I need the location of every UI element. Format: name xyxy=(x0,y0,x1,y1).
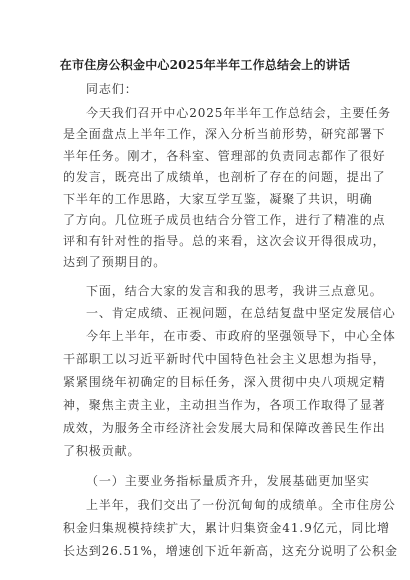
paragraph-line: 下面，结合大家的发言和我的思考，我讲三点意见。 xyxy=(86,284,383,298)
paragraph-line: 成效，为服务全市经济社会发展大局和保障改善民生作出 xyxy=(63,421,386,435)
paragraph-line: 积金归集规模持续扩大，累计归集资金41.9亿元，同比增 xyxy=(63,521,391,535)
section-heading: 一、肯定成绩、正视问题，在总结复盘中坚定发展信心 xyxy=(86,306,396,320)
document-title: 在市住房公积金中心2025年半年工作总结会上的讲话 xyxy=(59,58,351,72)
paragraph-line: 长达到26.51%，增速创下近年新高，这充分说明了公积金 xyxy=(63,544,398,558)
paragraph-line: 神，聚焦主责主业，主动担当作为，各项工作取得了显著 xyxy=(63,398,386,412)
paragraph-line: 评和有针对性的指导。总的来看，这次会议开得很成功， xyxy=(63,234,386,248)
paragraph-line: 半年任务。刚才，各科室、管理部的负责同志都作了很好 xyxy=(63,149,386,163)
paragraph-line: 达到了预期目的。 xyxy=(63,255,167,269)
salutation: 同志们： xyxy=(86,82,138,96)
paragraph-line: 今年上半年，在市委、市政府的坚强领导下，中心全体 xyxy=(86,329,396,343)
paragraph-line: 干部职工以习近平新时代中国特色社会主义思想为指导， xyxy=(63,352,386,366)
paragraph-line: 的发言，既亮出了成绩单，也剖析了存在的问题，提出了 xyxy=(63,170,386,184)
paragraph-line: 今天我们召开中心2025年半年工作总结会，主要任务 xyxy=(86,106,392,120)
paragraph-line: 上半年，我们交出了一份沉甸甸的成绩单。全市住房公 xyxy=(86,498,396,512)
paragraph-line: 紧紧围绕年初确定的目标任务，深入贯彻中央八项规定精 xyxy=(63,375,386,389)
paragraph-line: 是全面盘点上半年工作，深入分析当前形势，研究部署下 xyxy=(63,127,386,141)
paragraph-line: 下半年的工作思路，大家互学互鉴，凝聚了共识，明确 xyxy=(63,192,373,206)
subsection-heading: （一）主要业务指标量质齐升，发展基础更加坚实 xyxy=(86,474,370,488)
paragraph-line: 了积极贡献。 xyxy=(63,444,141,458)
paragraph-line: 了方向。几位班子成员也结合分管工作，进行了精准的点 xyxy=(63,213,386,227)
